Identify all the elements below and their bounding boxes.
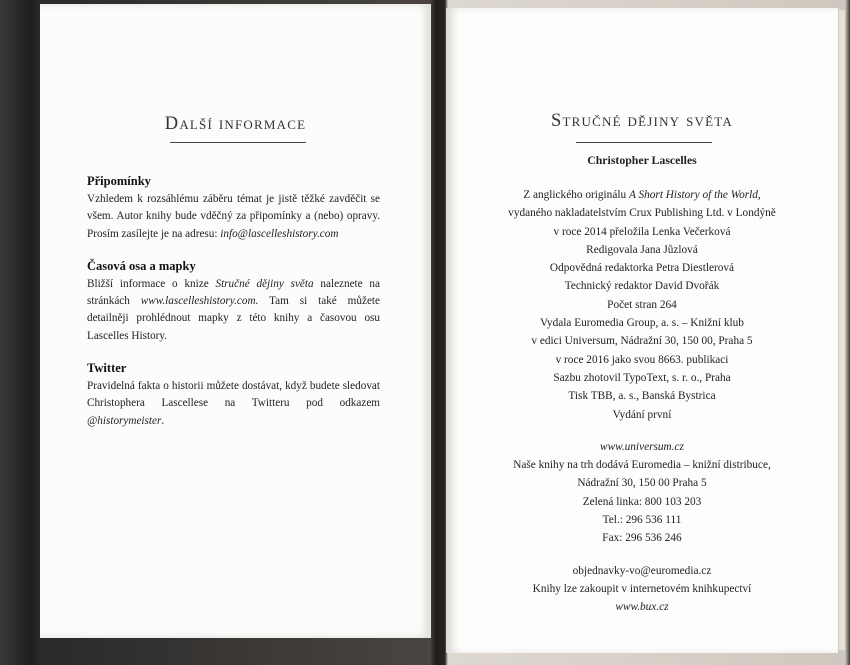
text-part: Vzhledem k rozsáhlému záběru témat je jistě těžké zavděčit se všem. Autor knihy bude vděčný za připomínky a (nebo) opravy. Prosím zasílejte je na adresu: [87,193,380,240]
spacer [446,548,838,562]
text-part: Tam si také můžete detailněji prohlédnout mapky z této knihy a časovou osu Lascelles History. [87,295,380,342]
book-title: Stručné dějiny světa [215,277,314,290]
colophon-line: Nádražní 30, 150 00 Praha 5 [577,477,707,490]
original-title: A Short History of the World, [628,189,761,201]
url-text: www.universum.cz [600,440,684,453]
section-text [87,378,380,430]
twitter-handle: @historymeister [87,414,162,427]
colophon-line: Odpovědná redaktorka Petra Diestlerová [549,262,735,275]
page-edge [838,10,845,650]
colophon [446,186,838,617]
section-feedback [87,174,380,243]
colophon-line: v edici Universum, Nádražní 30, 150 00, Praha 5 [531,335,753,348]
book-title-heading: Stručné dějiny světa [551,111,733,131]
section-text [87,276,380,345]
publisher-url [446,438,838,456]
title-rule [576,142,712,143]
colophon-line: Vydala Euromedia Group, a. s. – Knižní klub [540,317,744,330]
url-text: www.bux.cz [615,601,669,614]
right-page [446,8,838,653]
colophon-line: Fax: 296 536 246 [602,532,682,545]
colophon-line: Tisk TBB, a. s., Banská Bystrica [568,390,716,403]
colophon-line: v roce 2014 přeložila Lenka Večerková [553,225,731,238]
left-page [40,4,431,638]
colophon-line [446,186,838,204]
page-title: Další informace [164,114,307,134]
colophon-line: Technický redaktor David Dvořák [564,280,720,293]
text-part: naleznete na stránkách [87,277,380,308]
colophon-line: Sazbu zhotovil TypoText, s. r. o., Praha [553,371,731,384]
colophon-line: v roce 2016 jako svou 8663. publikaci [555,353,729,366]
text-part: . [161,414,165,427]
colophon-line: Knihy lze zakoupit v internetovém knihkupectví [532,582,752,595]
email-link: info@lascelleshistory.com [220,227,339,240]
colophon-line: Redigovala Jana Jůzlová [586,243,698,256]
colophon-line: Naše knihy na trh dodává Euromedia – knižní distribuce, [513,459,771,472]
author-name: Christopher Lascelles [587,153,697,167]
website-link: www.lascelleshistory.com. [140,295,259,308]
title-rule [170,142,306,143]
section-heading: Připomínky [87,174,151,188]
colophon-line: Vydání první [612,408,672,421]
colophon-line: Zelená linka: 800 103 203 [582,495,702,508]
section-timeline-maps [87,259,380,345]
section-twitter [87,361,380,430]
colophon-line: vydaného nakladatelstvím Crux Publishing Ltd. v Londýně [508,207,776,220]
section-text [87,191,380,243]
colophon-line: Tel.: 296 536 111 [602,514,682,527]
text-part: Z anglického originálu [523,189,629,201]
text-part: Bližší informace o knize [87,277,216,290]
colophon-line: Počet stran 264 [607,298,677,311]
section-heading: Twitter [87,361,127,376]
order-email: objednavky-vo@euromedia.cz [572,564,712,577]
spacer [446,424,838,438]
info-sections [87,174,380,446]
section-heading: Časová osa a mapky [87,258,196,273]
bookstore-url [446,598,838,616]
text-part: Pravidelná fakta o historii můžete dostávat, když budete sledovat Christophera Lascellese na Twitteru pod odkazem [87,380,380,410]
